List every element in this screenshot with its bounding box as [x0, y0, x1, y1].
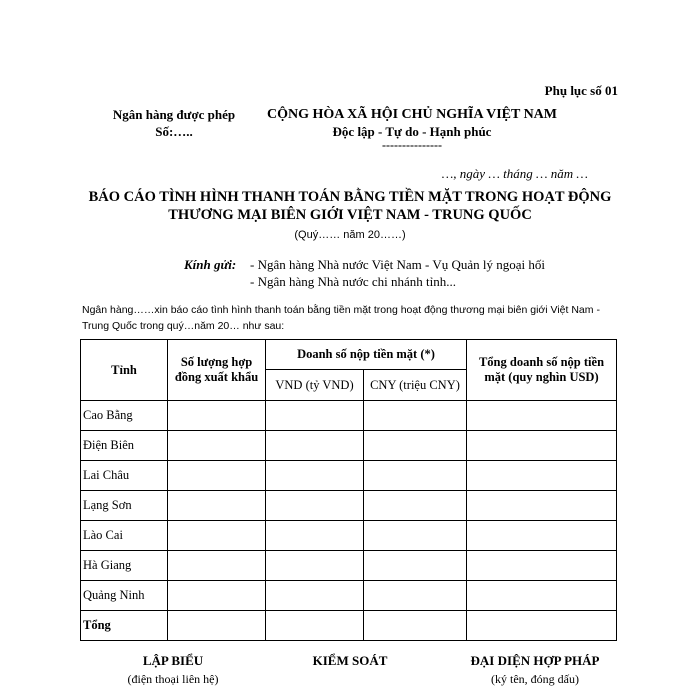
signature-section	[0, 653, 700, 700]
cash-payment-table	[80, 339, 617, 641]
table-row	[81, 521, 617, 551]
cny-cell	[364, 521, 467, 551]
contracts-cell	[168, 431, 266, 461]
controller-title: KIỂM SOÁT	[312, 653, 388, 668]
recipient-1: - Ngân hàng Nhà nước Việt Nam - Vụ Quản lý ngoại hối	[250, 257, 545, 272]
vnd-cell	[266, 611, 364, 641]
recipient-2: - Ngân hàng Nhà nước chi nhánh tỉnh...	[250, 274, 456, 289]
cny-cell	[364, 431, 467, 461]
province-cell: Lai Châu	[81, 461, 168, 491]
cny-cell	[364, 491, 467, 521]
total-cell	[467, 521, 617, 551]
title-line-1: BÁO CÁO TÌNH HÌNH THANH TOÁN BẰNG TIỀN MẶT TRONG HOẠT ĐỘNG	[88, 189, 612, 205]
vnd-cell	[266, 581, 364, 611]
header-contracts: Số lượng hợp đồng xuất khẩu	[168, 340, 266, 401]
total-cell	[467, 551, 617, 581]
province-cell: Lạng Sơn	[81, 491, 168, 521]
province-cell: Hà Giang	[81, 551, 168, 581]
header-total: Tổng doanh số nộp tiền mặt (quy nghìn USD)	[467, 340, 617, 401]
province-cell: Cao Bằng	[81, 401, 168, 431]
header-cny: CNY (triệu CNY)	[364, 370, 467, 401]
contracts-cell	[168, 581, 266, 611]
table-row	[81, 491, 617, 521]
contracts-cell	[168, 401, 266, 431]
date-line: …, ngày … tháng … năm …	[441, 166, 588, 181]
vnd-cell	[266, 401, 364, 431]
vnd-cell	[266, 521, 364, 551]
controller-block	[280, 653, 420, 669]
national-motto: Độc lập - Tự do - Hạnh phúc	[332, 124, 492, 139]
province-cell: Điện Biên	[81, 431, 168, 461]
preparer-title: LẬP BIỂU	[142, 653, 204, 668]
vnd-cell	[266, 491, 364, 521]
bank-label: Ngân hàng được phép	[112, 107, 236, 122]
total-row	[81, 611, 617, 641]
total-cell	[467, 581, 617, 611]
cny-cell	[364, 611, 467, 641]
motto-divider: ---------------	[382, 138, 442, 152]
total-cell	[467, 431, 617, 461]
national-header	[262, 106, 562, 150]
total-cell	[467, 461, 617, 491]
total-label-cell: Tổng	[81, 611, 168, 641]
table-row	[81, 551, 617, 581]
total-cell	[467, 491, 617, 521]
report-period: (Quý…… năm 20……)	[294, 229, 406, 241]
title-line-2: THƯƠNG MẠI BIÊN GIỚI VIỆT NAM - TRUNG QUỐC	[168, 207, 532, 223]
contracts-cell	[168, 551, 266, 581]
recipients-block	[184, 256, 545, 290]
header-province: Tỉnh	[81, 340, 168, 401]
contracts-cell	[168, 461, 266, 491]
contracts-cell	[168, 521, 266, 551]
table-row	[81, 401, 617, 431]
country-name: CỘNG HÒA XÃ HỘI CHỦ NGHĨA VIỆT NAM	[266, 107, 557, 122]
cny-cell	[364, 401, 467, 431]
vnd-cell	[266, 431, 364, 461]
total-cell	[467, 611, 617, 641]
representative-title: ĐẠI DIỆN HỢP PHÁP	[470, 653, 600, 668]
vnd-cell	[266, 461, 364, 491]
report-title	[60, 188, 640, 224]
contracts-cell	[168, 611, 266, 641]
vnd-cell	[266, 551, 364, 581]
recipients-label: Kính gửi:	[184, 257, 237, 272]
representative-block	[450, 653, 620, 689]
cny-cell	[364, 461, 467, 491]
document-number: Số:…..	[155, 124, 193, 139]
province-cell: Lào Cai	[81, 521, 168, 551]
table-row	[81, 461, 617, 491]
total-cell	[467, 401, 617, 431]
intro-paragraph: Ngân hàng……xin báo cáo tình hình thanh toán bằng tiền mặt trong hoạt động thương mại biên giới Việt Nam - Trung Quốc trong quý…năm 20… như sau:	[82, 304, 600, 332]
representative-note: (ký tên, đóng dấu)	[491, 672, 579, 686]
contracts-cell	[168, 491, 266, 521]
cny-cell	[364, 581, 467, 611]
header-vnd: VND (tỷ VND)	[266, 370, 364, 401]
preparer-block	[98, 653, 248, 689]
header-revenue-group: Doanh số nộp tiền mặt (*)	[266, 340, 467, 370]
cny-cell	[364, 551, 467, 581]
province-cell: Quảng Ninh	[81, 581, 168, 611]
table-row	[81, 581, 617, 611]
issuing-bank-block	[100, 106, 248, 140]
appendix-number: Phụ lục số 01	[544, 83, 618, 98]
table-row	[81, 431, 617, 461]
preparer-note: (điện thoại liên hệ)	[127, 672, 219, 686]
